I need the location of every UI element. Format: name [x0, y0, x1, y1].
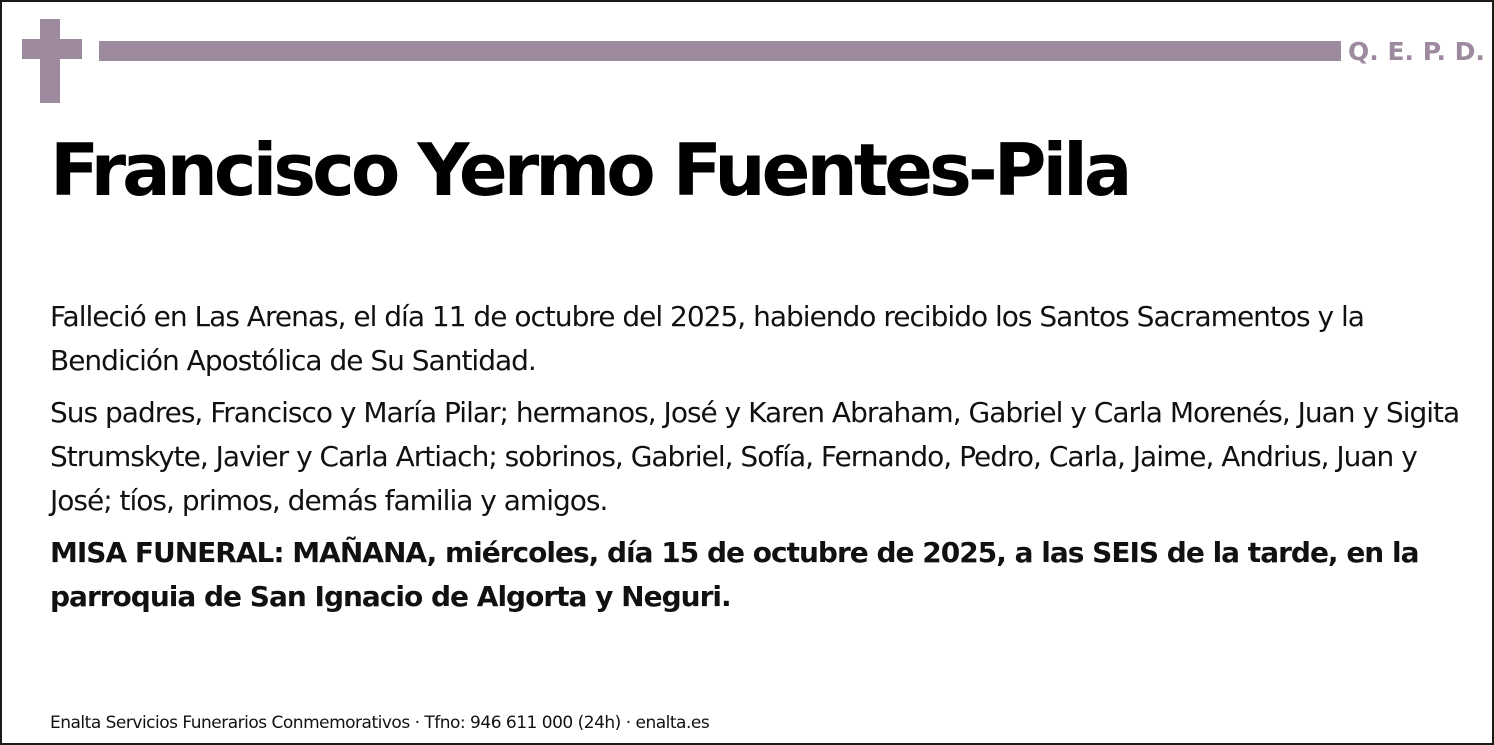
funeral-home-footer: Enalta Servicios Funerarios Conmemorativos · Tfno: 946 611 000 (24h) · enalta.es [50, 713, 710, 733]
deceased-name: Francisco Yermo Fuentes-Pila [50, 128, 1129, 212]
notice-body [50, 295, 1470, 627]
qepd-label: Q. E. P. D. [1348, 37, 1485, 66]
header-divider [99, 41, 1341, 61]
cross-icon [22, 19, 84, 103]
funeral-announcement: MISA FUNERAL: MAÑANA, miércoles, día 15 de octubre de 2025, a las SEIS de la tarde, en la parroquia de San Ignacio de Algorta y Neguri. [50, 536, 1419, 613]
death-statement: Falleció en Las Arenas, el día 11 de octubre del 2025, habiendo recibido los Santos Sacramentos y la Bendición Apostólica de Su Santidad. [50, 300, 1364, 377]
family-list: Sus padres, Francisco y María Pilar; hermanos, José y Karen Abraham, Gabriel y Carla Morenés, Juan y Sigita Strumskyte, Javier y Carla Artiach; sobrinos, Gabriel, Sofía, Fernando, Pedro, Carla, Jaime, Andrius, Juan y José; tíos, primos, demás familia y amigos. [50, 396, 1460, 517]
